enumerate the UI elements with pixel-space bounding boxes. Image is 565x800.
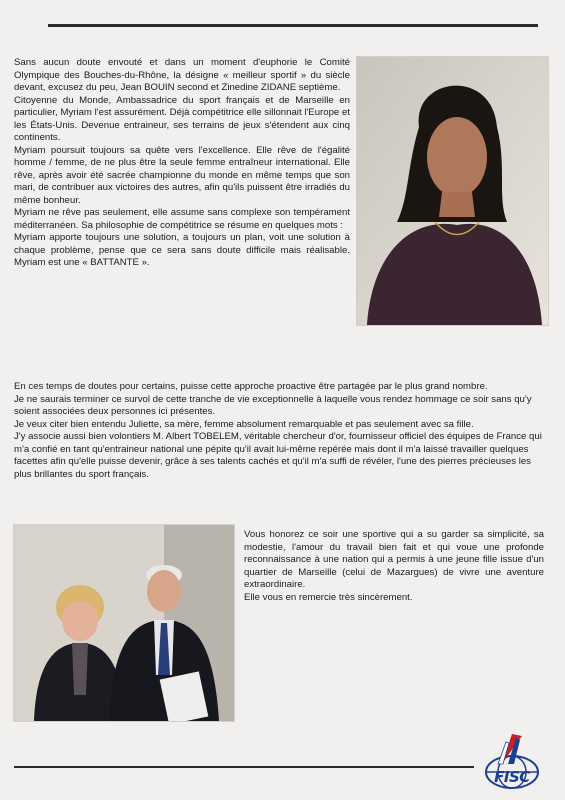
portrait-photo bbox=[357, 57, 548, 325]
intro-text bbox=[14, 57, 350, 270]
intro-paragraph: Sans aucun doute envouté et dans un moment d'euphorie le Comité Olympique des Bouches-du-Rhône, la désigne « meilleur sportif » du siècle devant, excusez du peu, Jean BOUIN second et Zinedine ZIDANE septième. bbox=[14, 57, 350, 93]
intro-paragraph: Myriam ne rêve pas seulement, elle assume sans complexe son tempérament méditerranéen. Sa philosophie de compétitrice se résume en quelques mots : bbox=[14, 207, 350, 231]
middle-paragraph: J'y associe aussi bien volontiers M. Albert TOBELEM, véritable chercheur d'or, fournisseur officiel des équipes de France qui m'a confié en tant qu'entraineur national une pépite qu'il avait lui-même repérée mais dont il m'a laissé travailler quelques facettes afin qu'elle puisse devenir, grâce à ses talents cachés et qu'il m'a suffi de révéler, l'une des pierres précieuses les plus brillantes du sport français. bbox=[14, 431, 542, 480]
middle-paragraph: Je ne saurais terminer ce survol de cette tranche de vie exceptionnelle à laquelle vous rendez hommage ce soir sans qu'y soient associées deux personnes ici présentes. bbox=[14, 393, 532, 417]
award-ceremony-photo bbox=[14, 525, 234, 721]
top-rule bbox=[48, 24, 538, 27]
intro-paragraph: Myriam apporte toujours une solution, a toujours un plan, voit une solution à chaque problème, pense que ce sera sans doute difficile mais réalisable. Myriam est une « BATTANTE ». bbox=[14, 232, 350, 268]
intro-paragraph: Myriam poursuit toujours sa quête vers l'excellence. Elle rêve de l'égalité homme / femme, de ne plus être la seule femme entraîneur international. Elle rêve, après avoir été sacrée championne du monde en même temps que son mari, de contribuer aux victoires des autres, afin qu'ils puissent être irradiés du même bonheur. bbox=[14, 144, 350, 206]
bottom-rule bbox=[14, 766, 474, 768]
closing-paragraph: Elle vous en remercie très sincèrement. bbox=[244, 591, 413, 603]
middle-text bbox=[14, 381, 544, 481]
intro-paragraph: Citoyenne du Monde, Ambassadrice du sport français et de Marseille en particulier, Myriam l'est assurément. Déjà compétitrice elle sillonnait l'Europe et les États-Unis. Devenue entraineur, ses terrains de jeux s'étendent aux cinq continents. bbox=[14, 94, 350, 143]
closing-text bbox=[244, 529, 544, 604]
middle-paragraph: Je veux citer bien entendu Juliette, sa mère, femme absolument remarquable et pas seulement avec sa fille. bbox=[14, 418, 474, 430]
middle-paragraph: En ces temps de doutes pour certains, puisse cette approche proactive être partagée par le plus grand nombre. bbox=[14, 381, 488, 392]
logo-text: FISC bbox=[494, 768, 530, 786]
closing-paragraph: Vous honorez ce soir une sportive qui a su garder sa simplicité, sa modestie, l'amour du travail bien fait et qui voue une profonde reconnaissance à une nation qui a permis à une jeune fille issue d'un quartier de Marseille (celui de Mazargues) de vivre une aventure extraordinaire. bbox=[244, 529, 544, 590]
